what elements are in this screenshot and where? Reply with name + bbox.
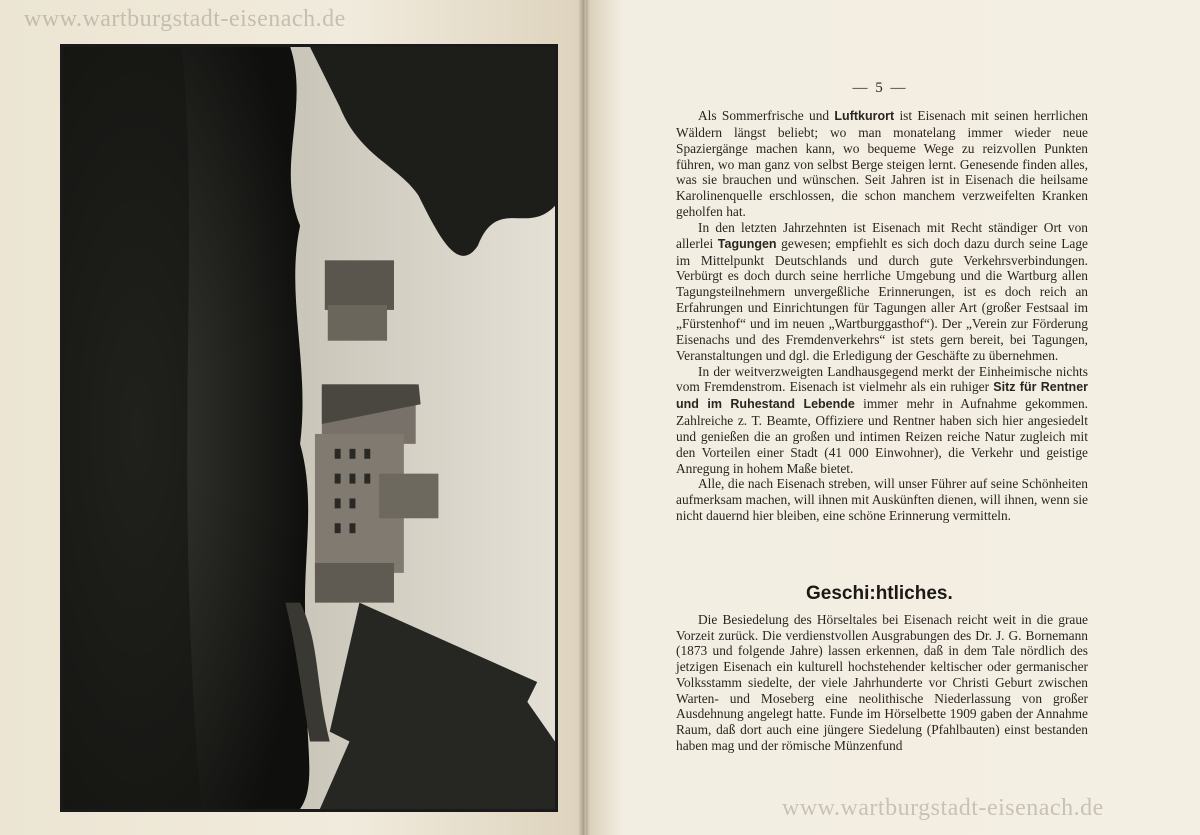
page-number: — 5 — [852,80,908,96]
paragraph-guide: Alle, die nach Eisenach streben, will unser Führer auf seine Schönheiten aufmerksam machen, will ihnen mit Auskünften dienen, will ihnen, wenn sie nicht dauernd hier bleiben, eine schöne Erinnerung vermitteln. [676,476,1088,524]
history-text [676,612,1088,753]
paragraph-health-resort: Als Sommerfrische und Luftkurort ist Eisenach mit seinen herrlichen Wäldern längst beliebt; wo man monatelang immer wieder neue Spaziergänge machen kann, wo bequeme Wege zu reizvollen Punkten führen, wo man ganz von selbst Berge steigen lernt. Genesende finden alles, was sie brauchen und wünschen. Seit Jahren ist in Eisenach die heilsame Karolinenquelle erschlossen, die schon manchem verzweifelten Kranken geholfen hat. [676,108,1088,220]
paragraph-retirees: In der weitverzweigten Landhausgegend merkt der Einheimische nichts vom Fremdenstrom. Eisenach ist vielmehr als ein ruhiger Sitz für Rentner und im Ruhestand Lebende immer mehr in Aufnahme gekommen. Zahlreiche z. T. Beamte, Offiziere und Rentner haben sich hier angesiedelt und genießen die an großen und intimen Reizen reiche Natur zugleich mit den Vorteilen einer Stadt (41 000 Einwohner), die Verkehr und geistige Anregung in hohem Maße bietet. [676,363,1089,476]
watermark-top: www.wartburgstadt-eisenach.de [24,6,346,32]
castle-photograph [60,44,558,812]
book-gutter [578,0,590,835]
castle-photo-image [63,47,555,809]
paragraph-conferences: In den letzten Jahrzehnten ist Eisenach mit Recht ständiger Ort von allerlei Tagungen gewesen; empfiehlt es sich doch dazu durch seine Lage im Mittelpunkt Deutschlands und durch gute Verkehrsverbindungen. Verbürgt es doch durch seine herrliche Umgebung und die Wartburg allen Tagungsteilnehmern unvergeßliche Erinnerungen, ist es doch reich an Erfahrungen und Einrichtungen für Tagungen aller Art (großer Festsaal im „Fürstenhof“ und im neuen „Wartburggasthof“). Der „Verein zur Förderung Eisenachs und des Fremdenverkehrs“ ist stets gern bereit, bei Tagungen, Veranstaltungen und dgl. die Erledigung der Geschäfte zu übernehmen. [676,219,1088,363]
body-text [676,108,1088,524]
watermark-bottom: www.wartburgstadt-eisenach.de [782,795,1104,821]
section-heading: Geschi:htliches. [806,583,953,604]
paragraph-history: Die Besiedelung des Hörseltales bei Eisenach reicht weit in die graue Vorzeit zurück. Die verdienstvollen Ausgrabungen des Dr. J. G. Bornemann (1873 und folgende Jahre) lassen erkennen, daß in dem Tale nördlich des jetzigen Eisenach ein kulturell hochstehender keltischer oder germanischer Volksstamm siedelte, der viele Jahrhunderte vor Christi Geburt zwischen Warten- und Moseberg eine neolithische Niederlassung von großer Ausdehnung angelegt hatte. Funde im Hörselbette 1909 gaben der Annahme Raum, daß dort auch eine jüngere Siedelung (Pfahlbauten) einst bestanden haben mag und der römische Münzenfund [676,612,1088,753]
